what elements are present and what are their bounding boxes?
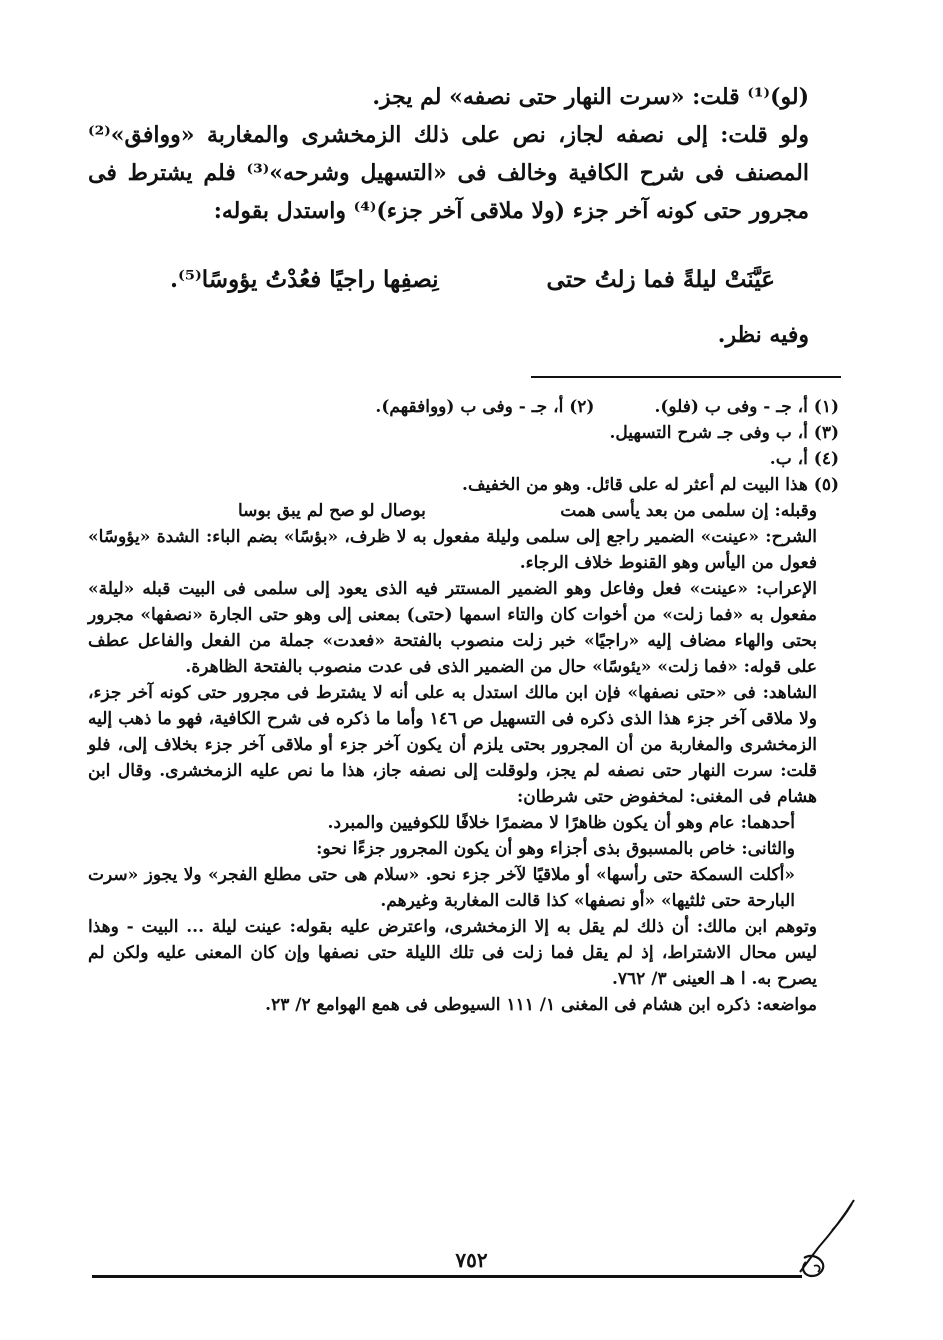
footnote-mawadi: مواضعه: ذكره ابن هشام فى المغنى ١/ ١١١ السيوطى فى همع الهوامع ٢/ ٢٣. (265, 995, 817, 1015)
footnotes (88, 394, 839, 1018)
preceding-verse-first: وقبله: إن سلمى من بعد يأسى همت (560, 501, 817, 521)
footnote-sharh: الشرح: «عينت» الضمير راجع إلى سلمى وليلة مفعول به لا ظرف، «بؤسًا» بضم الباء: الشدة «يؤوسًا» فعول من اليأس وهو القنوط خلاف الرجاء. (88, 527, 817, 573)
footnote-first-condition: أحدهما: عام وهو أن يكون ظاهرًا لا مضمرًا خلافًا للكوفيين والمبرد. (327, 813, 795, 833)
footnote-examples: «أكلت السمكة حتى رأسها» أو ملاقيًا لآخر جزء نحو. «سلام هى حتى مطلع الفجر» ولا يجوز «سرت البارحة حتى ثلثيها» «أو نصفها» كذا قالت المغاربة وغيرهم. (88, 865, 795, 911)
footnote-irab: الإعراب: «عينت» فعل وفاعل وهو الضمير المستتر فيه الذى يعود إلى سلمى فى البيت قبله «ليلة» مفعول به «فما زلت» من أخوات كان والتاء اسمها (حتى) بمعنى إلى وهو حتى الجارة «نصفها» مجرور بحتى والهاء مضاف إليه «راجيًا» خبر زلت منصوب بالفتحة «فعدت» جملة من الفعل والفاعل عطف على قوله: «فما زلت» «يئوسًا» حال من الضمير الذى فى عدت منصوب بالفتحة الظاهرة. (88, 579, 817, 677)
preceding-verse-second: بوصال لو صح لم يبق بوسا (238, 501, 426, 521)
poetic-verse (150, 266, 835, 306)
footnote-1: (١) أ، جـ - وفى ب (فلو). (654, 397, 839, 417)
footnote-second-condition: والثانى: خاص بالمسبوق بذى أجزاء وهو أن يكون المجرور جزءًا نحو: (316, 839, 795, 859)
footnote-row-1-2 (88, 394, 839, 420)
footnote-4: (٤) أ، ب. (769, 449, 839, 469)
footnote-separator (531, 376, 841, 378)
footnote-5: (٥) هذا البيت لم أعثر له على قائل. وهو من الخفيف. (462, 475, 839, 495)
comment-after-verse: وفيه نظر. (717, 322, 809, 348)
main-paragraph-2: ولو قلت: إلى نصفه لجاز، نص على ذلك الزمخشرى والمغاربة «ووافق»⁽²⁾ المصنف فى شرح الكافية وخالف فى «التسهيل وشرحه»⁽³⁾ فلم يشترط فى مجرور حتى كونه آخر جزء (ولا ملاقى آخر جزء)⁽⁴⁾ واستدل بقوله: (88, 122, 809, 224)
preceding-verse (88, 498, 839, 524)
main-text (88, 78, 835, 230)
verse-second-hemistich: نِصفِها راجيًا فعُدْتُ يؤوسًا⁽⁵⁾. (170, 266, 439, 293)
main-line-1: (لو)⁽¹⁾ قلت: «سرت النهار حتى نصفه» لم يجز. (372, 84, 809, 110)
quill-ornament-icon (792, 1196, 862, 1282)
footnote-3: (٣) أ، ب وفى جـ شرح التسهيل. (609, 423, 839, 443)
verse-first-hemistich: عَيَّنَتْ ليلةً فما زلتُ حتى (546, 266, 775, 293)
footnote-2: (٢) أ، جـ - وفى ب (ووافقهم). (375, 397, 595, 417)
footnote-tawahhum: وتوهم ابن مالك: أن ذلك لم يقل به إلا الزمخشرى، واعترض عليه بقوله: عينت ليلة ... البيت - وهذا ليس محال الاشتراط، إذ لم يقل فما زلت فى تلك الليلة حتى نصفها وإن كان المعنى عليه ولكن لم يصرح به. ا هـ العينى ٣/ ٧٦٢. (88, 917, 817, 989)
bottom-rule (92, 1275, 802, 1278)
footnote-shahid: الشاهد: فى «حتى نصفها» فإن ابن مالك استدل به على أنه لا يشترط فى مجرور حتى كونه آخر جزء، ولا ملاقى آخر جزء هذا الذى ذكره فى التسهيل ص ١٤٦ وأما ما ذكره فى شرح الكافية، فهو ما ذهب إليه الزمخشرى والمغاربة من أن المجرور بحتى يلزم أن يكون آخر جزء أو ملاقى آخر جزء بخلاف إلى، فلو قلت: سرت النهار حتى نصفه لم يجز، ولوقلت إلى نصفه جاز، هذا ما نص عليه الزمخشرى. وقال ابن هشام فى المغنى: لمخفوض حتى شرطان: (88, 683, 817, 807)
page-number: ٧٥٢ (455, 1248, 488, 1272)
